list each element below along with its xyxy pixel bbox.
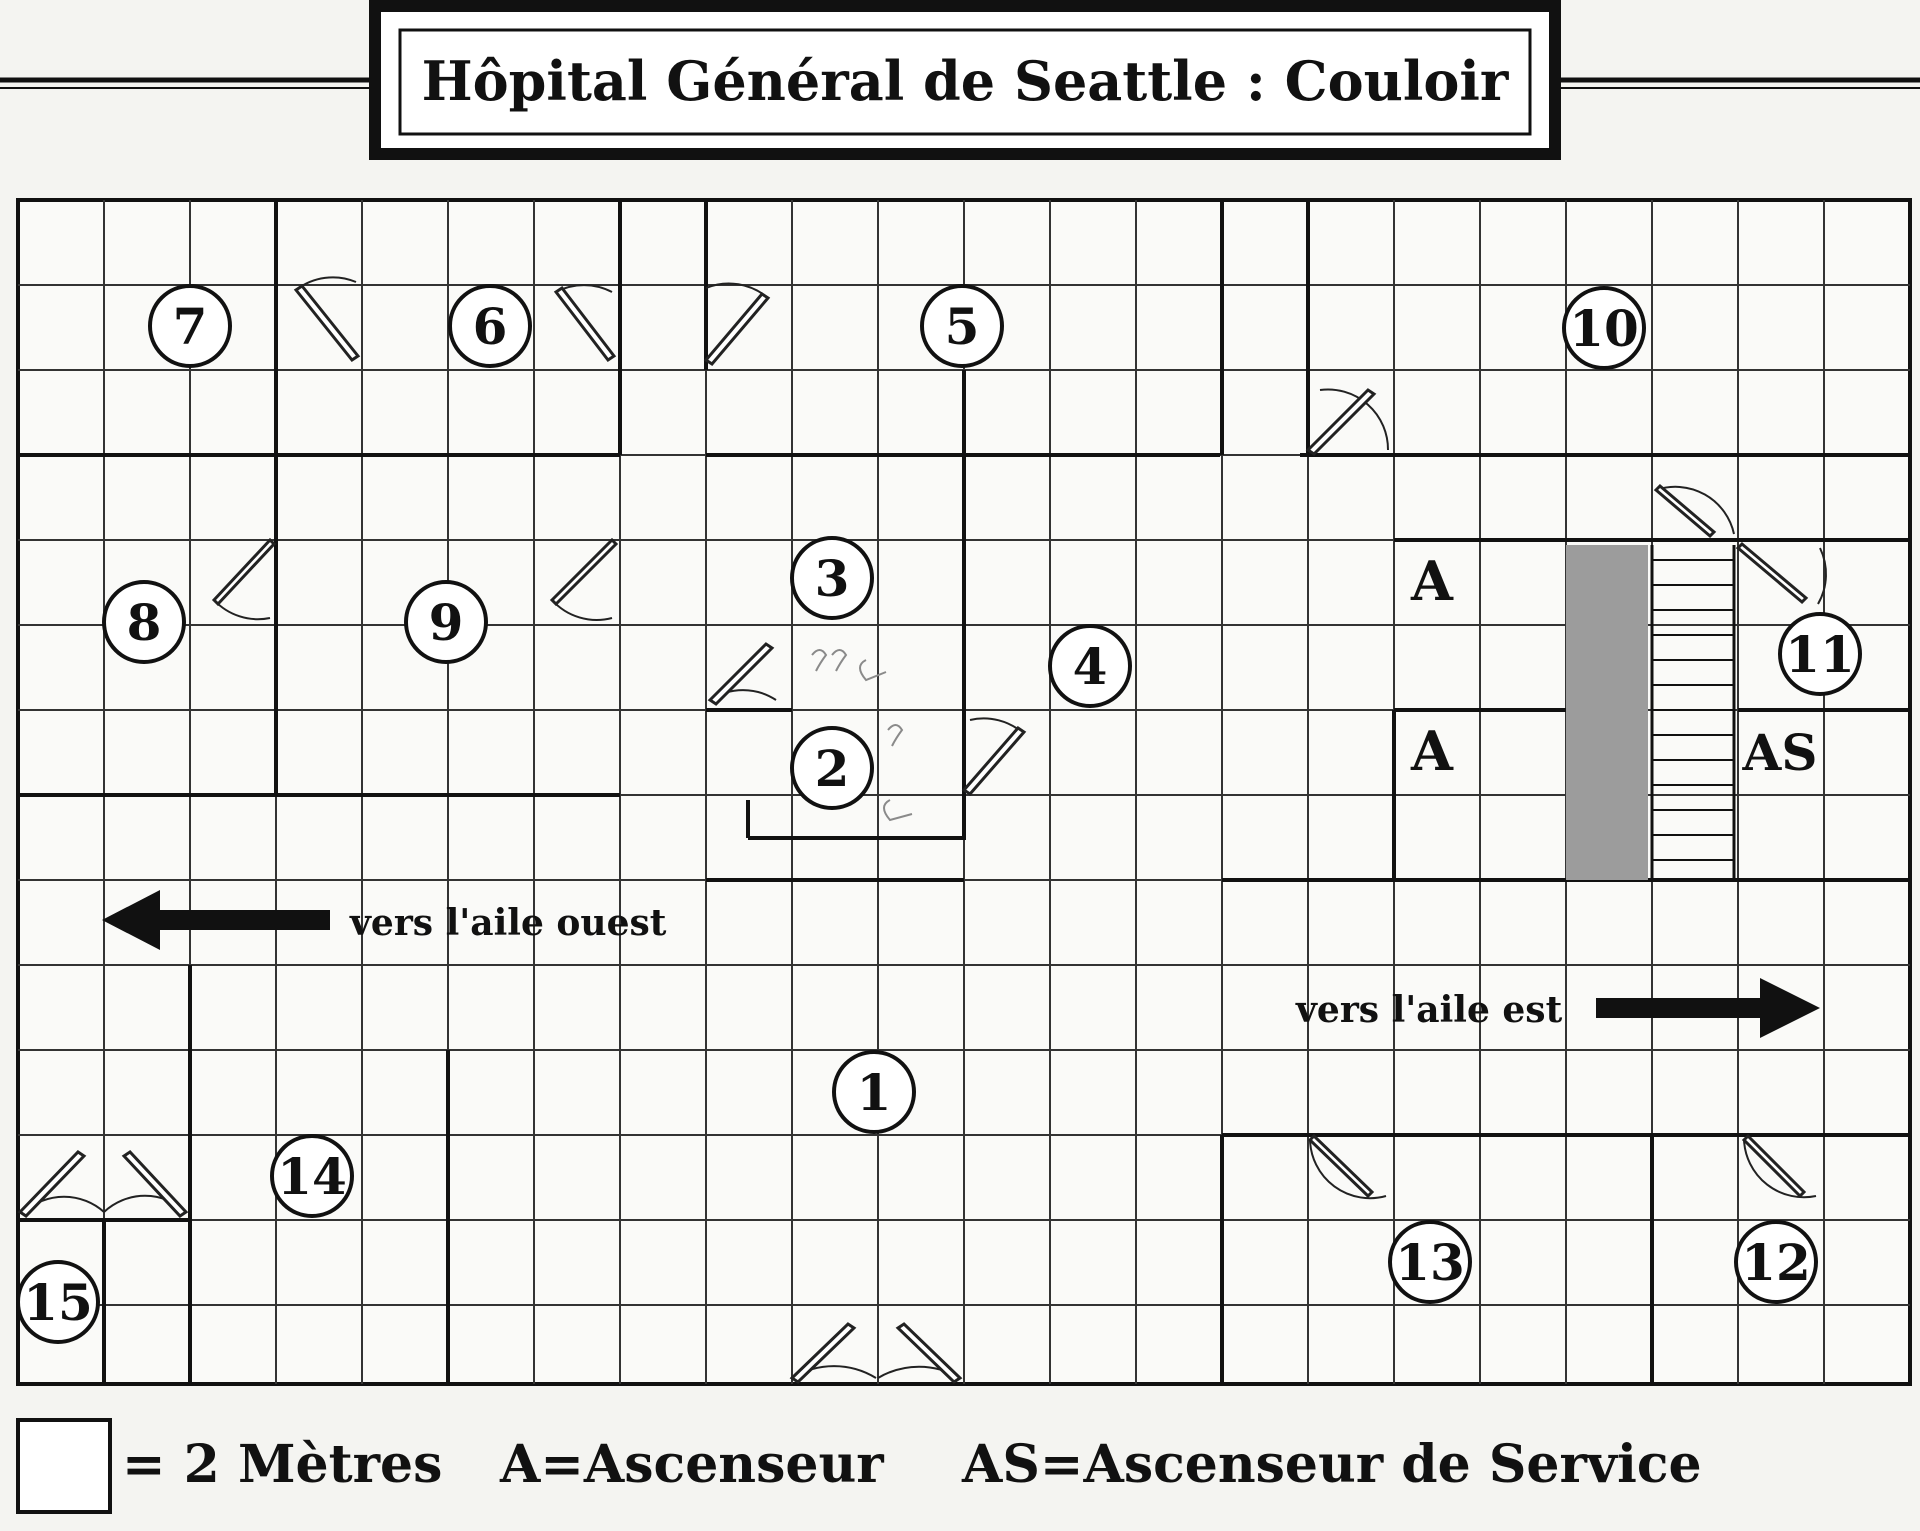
room-marker-5 xyxy=(922,286,1002,366)
service-elevator-label: AS xyxy=(1742,723,1818,782)
label-east-wing: vers l'aile est xyxy=(1296,989,1563,1031)
svg-text:13: 13 xyxy=(1395,1233,1465,1292)
svg-text:8: 8 xyxy=(126,593,162,652)
svg-text:4: 4 xyxy=(1072,637,1108,696)
svg-text:9: 9 xyxy=(428,593,464,652)
legend xyxy=(18,1420,1702,1512)
room-marker-15 xyxy=(18,1262,98,1342)
room-marker-12 xyxy=(1736,1222,1816,1302)
svg-text:11: 11 xyxy=(1785,625,1855,684)
room-marker-11 xyxy=(1780,614,1860,694)
room-marker-1 xyxy=(834,1052,914,1132)
room-marker-13 xyxy=(1390,1222,1470,1302)
elevator-label-a-upper: A xyxy=(1411,549,1453,613)
svg-text:10: 10 xyxy=(1569,299,1639,358)
room-marker-2 xyxy=(792,728,872,808)
svg-text:14: 14 xyxy=(277,1147,347,1206)
map-title: Hôpital Général de Seattle : Couloir xyxy=(421,49,1509,113)
legend-elevator: A=Ascenseur xyxy=(500,1434,884,1495)
room-marker-14 xyxy=(272,1136,352,1216)
room-marker-9 xyxy=(406,582,486,662)
svg-text:6: 6 xyxy=(472,297,508,356)
room-marker-3 xyxy=(792,538,872,618)
svg-text:1: 1 xyxy=(856,1063,892,1122)
svg-text:2: 2 xyxy=(814,739,850,798)
room-marker-4 xyxy=(1050,626,1130,706)
legend-service-elevator: AS=Ascenseur de Service xyxy=(962,1434,1702,1495)
room-marker-6 xyxy=(450,286,530,366)
elevator-shaft xyxy=(1566,545,1648,880)
legend-scale-square xyxy=(18,1420,110,1512)
elevator-label-a-lower: A xyxy=(1411,719,1453,783)
svg-text:3: 3 xyxy=(814,549,850,608)
room-marker-7 xyxy=(150,286,230,366)
legend-scale: = 2 Mètres xyxy=(122,1434,443,1495)
svg-text:15: 15 xyxy=(23,1273,93,1332)
room-marker-10 xyxy=(1564,288,1644,368)
svg-text:7: 7 xyxy=(172,297,208,356)
svg-text:5: 5 xyxy=(944,297,980,356)
room-marker-8 xyxy=(104,582,184,662)
svg-text:12: 12 xyxy=(1741,1233,1811,1292)
title-banner xyxy=(0,6,1920,154)
label-west-wing: vers l'aile ouest xyxy=(350,902,667,944)
